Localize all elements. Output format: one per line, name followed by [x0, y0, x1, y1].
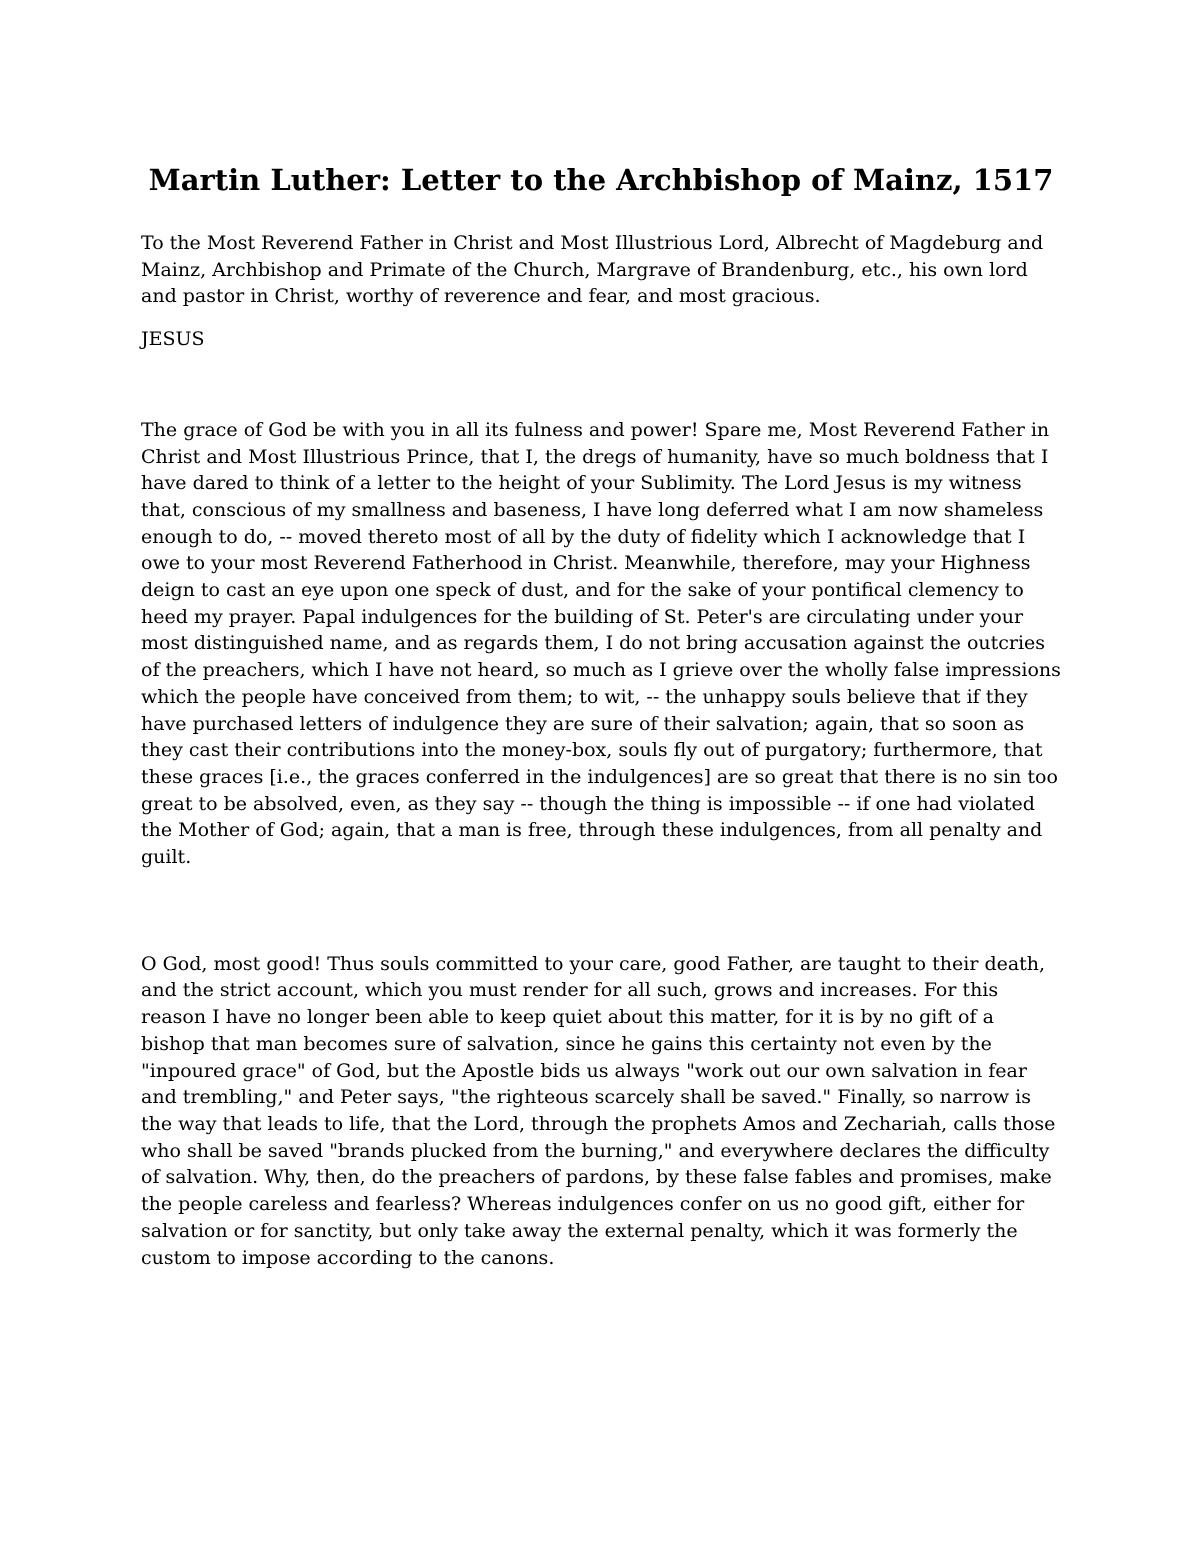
- body-paragraph-1: The grace of God be with you in all its fulness and power! Spare me, Most Reverend Father in Christ and Most Illustrious Prince, that I, the dregs of humanity, have so much boldness that I have dared to think of a letter to the height of your Sublimity. The Lord Jesus is my witness that, conscious of my smallness and baseness, I have long deferred what I am now shameless enough to do, -- moved thereto most of all by the duty of fidelity which I acknowledge that I owe to your most Reverend Fatherhood in Christ. Meanwhile, therefore, may your Highness deign to cast an eye upon one speck of dust, and for the sake of your pontifical clemency to heed my prayer. Papal indulgences for the building of St. Peter's are circulating under your most distinguished name, and as regards them, I do not bring accusation against the outcries of the preachers, which I have not heard, so much as I grieve over the wholly false impressions which the people have conceived from them; to wit, -- the unhappy souls believe that if they have purchased letters of indulgence they are sure of their salvation; again, that so soon as they cast their contributions into the money-box, souls fly out of purgatory; furthermore, that these graces [i.e., the graces conferred in the indulgences] are so great that there is no sin too great to be absolved, even, as they say -- though the thing is impossible -- if one had violated the Mother of God; again, that a man is free, through these indulgences, from all penalty and guilt.: [141, 418, 1061, 869]
- body-paragraph-2: O God, most good! Thus souls committed to your care, good Father, are taught to their death, and the strict account, which you must render for all such, grows and increases. For this reason I have no longer been able to keep quiet about this matter, for it is by no gift of a bishop that man becomes sure of salvation, since he gains this certainty not even by the "inpoured grace" of God, but the Apostle bids us always "work out our own salvation in fear and trembling," and Peter says, "the righteous scarcely shall be saved." Finally, so narrow is the way that leads to life, that the Lord, through the prophets Amos and Zechariah, calls those who shall be saved "brands plucked from the burning," and everywhere declares the difficulty of salvation. Why, then, do the preachers of pardons, by these false fables and promises, make the people careless and fearless? Whereas indulgences confer on us no good gift, either for salvation or for sanctity, but only take away the external penalty, which it was formerly the custom to impose according to the canons.: [141, 952, 1056, 1269]
- salutation: JESUS: [141, 328, 205, 351]
- document-title: Martin Luther: Letter to the Archbishop of Mainz, 1517: [148, 163, 1054, 197]
- address-paragraph: To the Most Reverend Father in Christ and Most Illustrious Lord, Albrecht of Magdeburg and Mainz, Archbishop and Primate of the Church, Margrave of Brandenburg, etc., his own lord and pastor in Christ, worthy of reverence and fear, and most gracious.: [141, 232, 1044, 308]
- document-page: [141, 160, 1061, 1271]
